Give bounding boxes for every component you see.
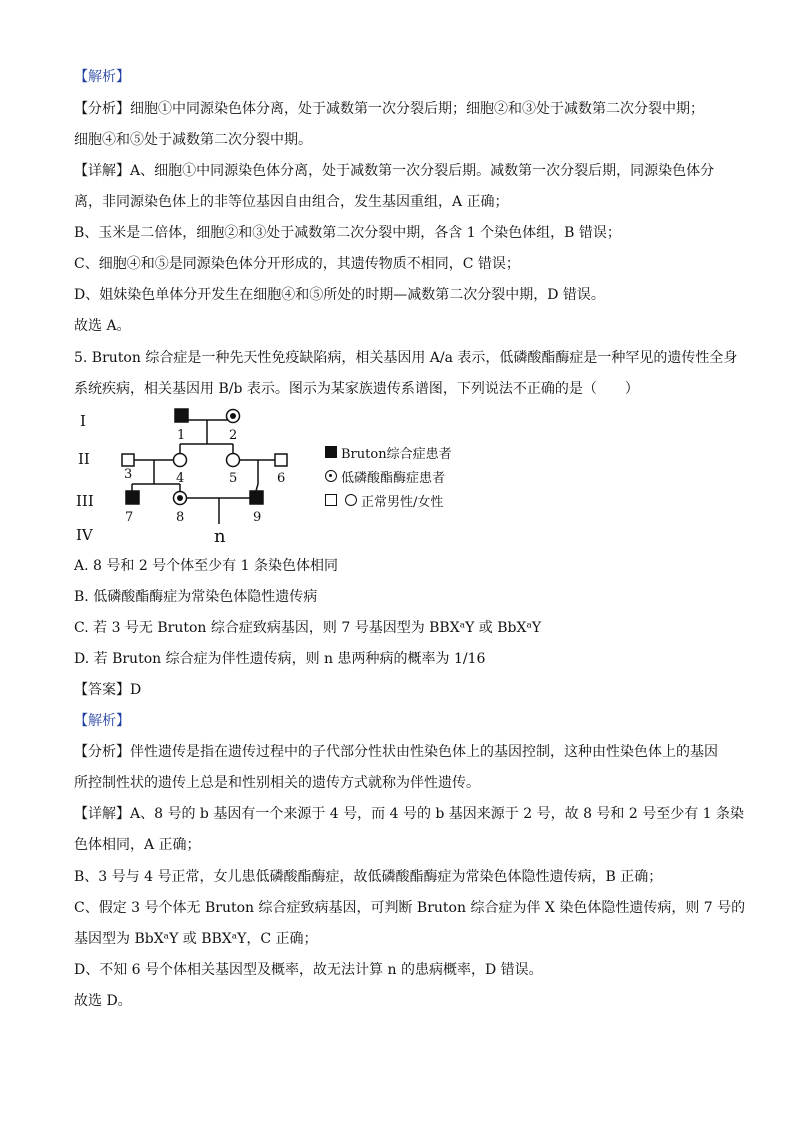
person-id-n: n [214, 526, 226, 547]
empty-circle-icon [345, 494, 357, 506]
person-id-4: 4 [176, 471, 185, 486]
person-1-affected-male [175, 409, 188, 422]
legend-row-bruton [325, 440, 452, 464]
text-line: 细胞④和⑤处于减数第二次分裂中期。 [74, 132, 312, 148]
option-d: D. 若 Bruton 综合症为伴性遗传病，则 n 患两种病的概率为 1/16 [74, 651, 486, 667]
person-id-2: 2 [229, 428, 238, 443]
filled-square-icon [325, 446, 337, 458]
text-line: 【分析】伴性遗传是指在遗传过程中的子代部分性状由性染色体上的基因控制，这种由性染色体上的基因 [74, 744, 718, 760]
person-5-normal-female [227, 454, 240, 467]
section-label-analysis: 【解析】 [74, 69, 130, 85]
legend-row-hypophos [325, 464, 452, 488]
person-id-7: 7 [125, 510, 134, 525]
person-id-9: 9 [253, 510, 262, 525]
option-c: C. 若 3 号无 Bruton 综合症致病基因，则 7 号基因型为 BBXᵃY 或 BbXᵃY [74, 620, 542, 636]
section-label-analysis: 【解析】 [74, 713, 130, 729]
person-4-normal-female [174, 454, 187, 467]
text-line: 【详解】A、8 号的 b 基因有一个来源于 4 号，而 4 号的 b 基因来源于 2 号，故 8 号和 2 号至少有 1 条染 [74, 806, 745, 822]
text-line: 故选 A。 [74, 318, 131, 334]
text-line: 【分析】细胞①中同源染色体分离，处于减数第一次分裂后期；细胞②和③处于减数第二次分裂中期； [74, 101, 704, 117]
legend-label: 低磷酸酯酶症患者 [341, 470, 446, 486]
text-line: 色体相同，A 正确； [74, 837, 201, 853]
text-line: D、姐妹染色单体分开发生在细胞④和⑤所处的时期—减数第二次分裂中期，D 错误。 [74, 287, 605, 303]
text-line: B、3 号与 4 号正常，女儿患低磷酸酯酶症，故低磷酸酯酶症为常染色体隐性遗传病，B 正确； [74, 869, 663, 885]
text-line: 故选 D。 [74, 993, 132, 1009]
person-id-1: 1 [177, 428, 186, 443]
person-id-3: 3 [124, 467, 133, 482]
text-line: 所控制性状的遗传上总是和性别相关的遗传方式就称为伴性遗传。 [74, 775, 480, 791]
person-7-affected-male [126, 491, 139, 504]
legend-label: 正常男性/女性 [361, 494, 444, 510]
text-line: C、细胞④和⑤是同源染色体分开形成的，其遗传物质不相同，C 错误； [74, 256, 520, 272]
text-line: C、假定 3 号个体无 Bruton 综合症致病基因，可判断 Bruton 综合症为伴 X 染色体隐性遗传病，则 7 号的 [74, 900, 746, 916]
answer-line: 【答案】D [74, 682, 142, 698]
text-line: B、玉米是二倍体，细胞②和③处于减数第二次分裂中期，各含 1 个染色体组，B 错误； [74, 225, 621, 241]
text-line: 【详解】A、细胞①中同源染色体分离，处于减数第一次分裂后期。减数第一次分裂后期，同源染色体分 [74, 163, 715, 179]
person-3-normal-male [122, 454, 134, 466]
empty-square-icon [325, 494, 337, 506]
option-a: A. 8 号和 2 号个体至少有 1 条染色体相同 [74, 558, 338, 574]
person-id-6: 6 [277, 471, 286, 486]
option-b: B. 低磷酸酯酶症为常染色体隐性遗传病 [74, 589, 318, 605]
text-line: 离，非同源染色体上的非等位基因自由组合，发生基因重组，A 正确； [74, 194, 509, 210]
text-line: D、不知 6 号个体相关基因型及概率，故无法计算 n 的患病概率，D 错误。 [74, 962, 543, 978]
person-9-affected-male [250, 491, 263, 504]
question-stem: 5. Bruton 综合症是一种先天性免疫缺陷病，相关基因用 A/a 表示，低磷酸酯酶症是一种罕见的遗传性全身 [74, 350, 738, 366]
text-line: 基因型为 BbXᵃY 或 BBXᵃY，C 正确； [74, 931, 318, 947]
gen-label-IV: IV [76, 526, 93, 544]
gen-label-I: I [80, 412, 86, 430]
gen-label-II: II [78, 450, 90, 468]
pedigree-legend [325, 440, 452, 512]
person-6-normal-male [275, 454, 287, 466]
person-id-8: 8 [176, 510, 185, 525]
question-stem: 系统疾病，相关基因用 B/b 表示。图示为某家族遗传系谱图，下列说法不正确的是（ ） [74, 381, 639, 397]
gen-label-III: III [76, 492, 94, 510]
dotted-circle-icon [325, 470, 337, 482]
person-id-5: 5 [229, 471, 238, 486]
legend-label: Bruton综合症患者 [341, 446, 452, 462]
legend-row-normal [325, 488, 452, 512]
